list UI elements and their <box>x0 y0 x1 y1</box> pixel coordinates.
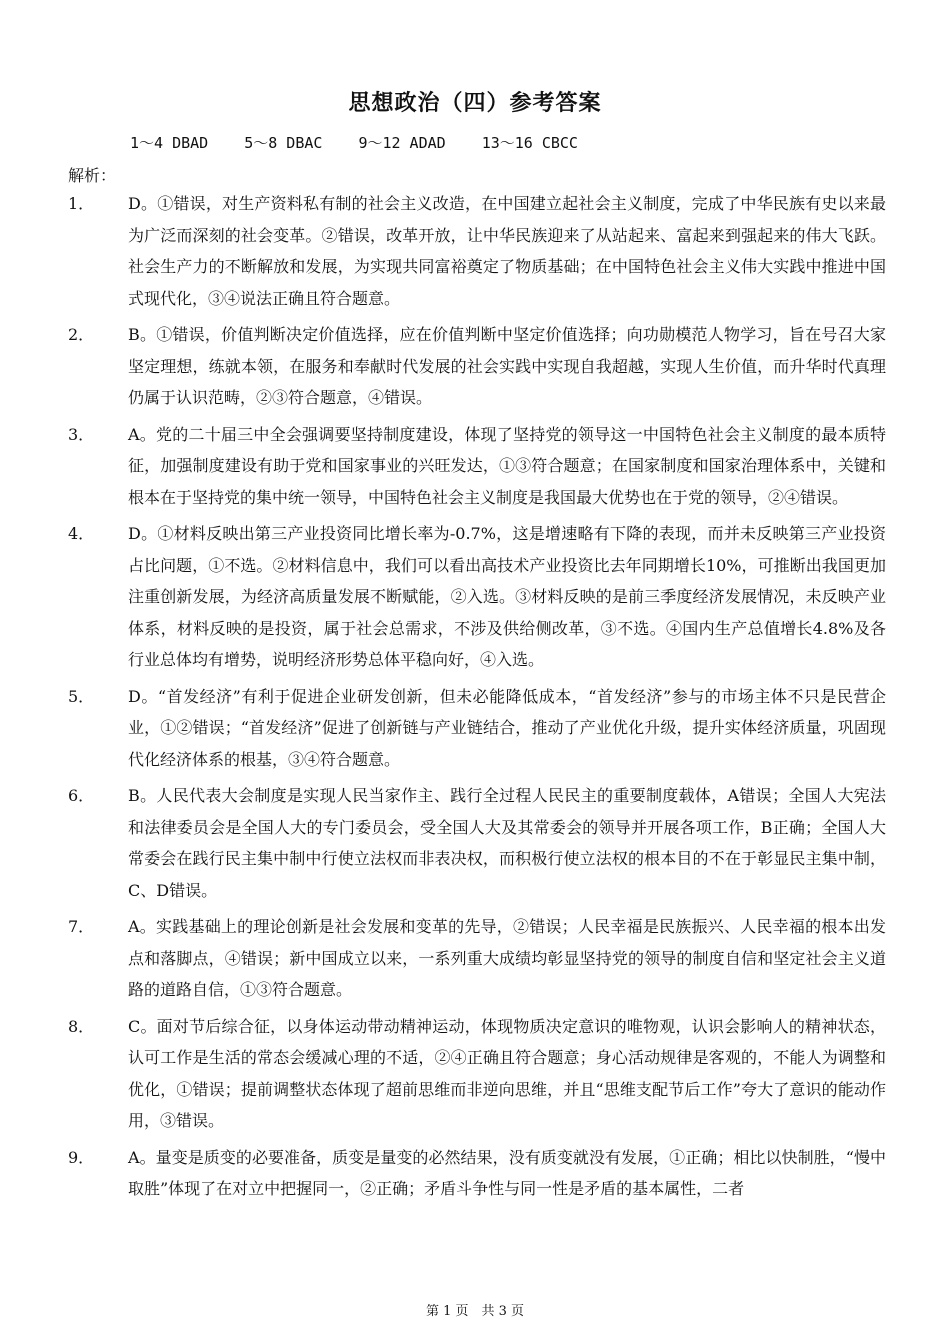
item-number: 6． <box>68 786 95 805</box>
item-number: 4． <box>68 524 95 543</box>
answer-group: 9～12 ADAD <box>358 134 446 152</box>
item-number: 1． <box>68 194 95 213</box>
item-text: B。人民代表大会制度是实现人民当家作主、践行全过程人民民主的重要制度载体，A错误；全国人大宪法和法律委员会是全国人大的专门委员会，受全国人大及其常委会的领导并开展各项工作，B正确；全国人大常委会在践行民主集中制中行使立法权而非表决权，而积极行使立法权的根本目的不在于彰显民主集中制，C、D错误。 <box>128 786 886 900</box>
page-title: 思想政治（四）参考答案 <box>348 91 602 116</box>
answer-group: 5～8 DBAC <box>244 134 323 152</box>
explanation-item <box>68 518 886 676</box>
item-text: A。党的二十届三中全会强调要坚持制度建设，体现了坚持党的领导这一中国特色社会主义制度的最本质特征，加强制度建设有助于党和国家事业的兴旺发达，①③符合题意；在国家制度和国家治理体系中，关键和根本在于坚持党的集中统一领导，中国特色社会主义制度是我国最大优势也在于党的领导，②④错误。 <box>128 424 886 507</box>
explanation-item <box>68 188 886 314</box>
explanation-item <box>68 911 886 1006</box>
analysis-label: 解析： <box>68 166 117 185</box>
explanation-item <box>68 681 886 776</box>
item-number: 3． <box>68 424 95 444</box>
answer-group: 13～16 CBCC <box>481 134 578 152</box>
answer-group: 1～4 DBAD <box>130 134 209 152</box>
item-text: D。“首发经济”有利于促进企业研发创新，但未必能降低成本，“首发经济”参与的市场主体不只是民营企业，①②错误；“首发经济”促进了创新链与产业链结合，推动了产业优化升级，提升实体经济质量，巩固现代化经济体系的根基，③④符合题意。 <box>128 686 886 769</box>
explanation-list <box>68 188 886 1210</box>
explanation-item <box>68 1142 886 1205</box>
item-number: 8． <box>68 1016 95 1036</box>
page-footer: 第 1 页 共 3 页 <box>425 1304 525 1319</box>
explanation-item <box>68 419 886 514</box>
item-text: D。①错误，对生产资料私有制的社会主义改造，在中国建立起社会主义制度，完成了中华民族有史以来最为广泛而深刻的社会变革。②错误，改革开放，让中华民族迎来了从站起来、富起来到强起来的伟大飞跃。社会生产力的不断解放和发展，为实现共同富裕奠定了物质基础；在中国特色社会主义伟大实践中推进中国式现代化，③④说法正确且符合题意。 <box>128 194 886 308</box>
item-number: 9． <box>68 1147 95 1167</box>
item-text: A。量变是质变的必要准备，质变是量变的必然结果，没有质变就没有发展，①正确；相比以快制胜，“慢中取胜”体现了在对立中把握同一，②正确；矛盾斗争性与同一性是矛盾的基本属性，二者 <box>128 1147 886 1198</box>
item-text: D。①材料反映出第三产业投资同比增长率为-0.7%，这是增速略有下降的表现，而并未反映第三产业投资占比问题，①不选。②材料信息中，我们可以看出高技术产业投资比去年同期增长10%，可推断出我国更加注重创新发展，为经济高质量发展不断赋能，②入选。③材料反映的是前三季度经济发展情况，未反映产业体系，材料反映的是投资，属于社会总需求，不涉及供给侧改革，③不选。④国内生产总值增长4.8%及各行业总体均有增势，说明经济形势总体平稳向好，④入选。 <box>128 524 886 669</box>
explanation-item <box>68 319 886 414</box>
item-text: C。面对节后综合征，以身体运动带动精神运动，体现物质决定意识的唯物观，认识会影响人的精神状态，认可工作是生活的常态会缓减心理的不适，②④正确且符合题意；身心活动规律是客观的，不能人为调整和优化，①错误；提前调整状态体现了超前思维而非逆向思维，并且“思维支配节后工作”夸大了意识的能动作用，③错误。 <box>128 1016 886 1130</box>
item-number: 7． <box>68 917 95 936</box>
answer-key-line <box>130 132 578 153</box>
explanation-item <box>68 780 886 906</box>
item-number: 5． <box>68 686 95 706</box>
item-text: B。①错误，价值判断决定价值选择，应在价值判断中坚定价值选择；向功勋模范人物学习，旨在号召大家坚定理想，练就本领，在服务和奉献时代发展的社会实践中实现自我超越，实现人生价值，而升华时代真理仍属于认识范畴，②③符合题意，④错误。 <box>128 325 886 407</box>
explanation-item <box>68 1011 886 1137</box>
item-text: A。实践基础上的理论创新是社会发展和变革的先导，②错误；人民幸福是民族振兴、人民幸福的根本出发点和落脚点，④错误；新中国成立以来，一系列重大成绩均彰显坚持党的领导的制度自信和坚定社会主义道路的道路自信，①③符合题意。 <box>128 917 886 999</box>
item-number: 2． <box>68 325 95 344</box>
